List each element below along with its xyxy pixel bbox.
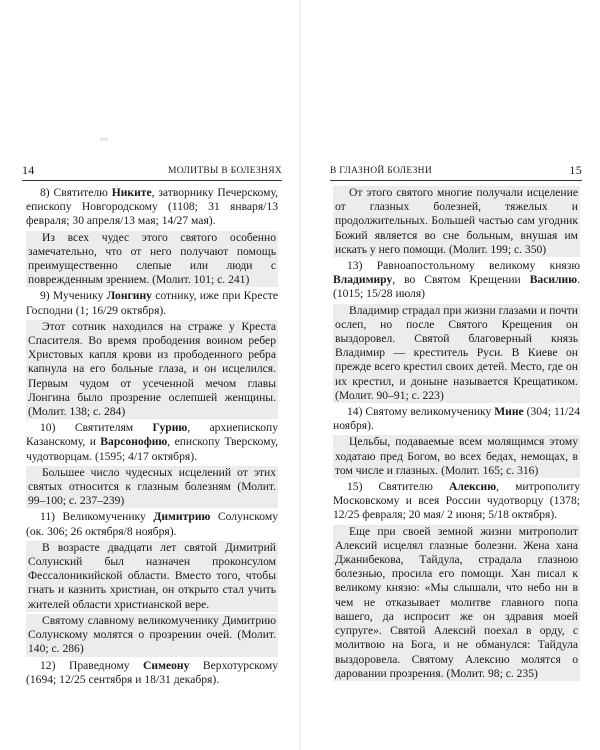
entry-prefix: 12) Праведному	[40, 658, 144, 672]
entry-details: , митрополиту Московскому и всея России чудотворцу (1378; 12/25 февраля; 20 мая/ 2 июня; 5/18 октября).	[333, 480, 580, 522]
page-number: 14	[22, 163, 35, 177]
left-text-column	[26, 186, 278, 689]
entry-middle: , во Святом Крещении	[392, 273, 530, 287]
saint-entry	[333, 405, 580, 433]
entry-prefix: 14) Святому великомученику	[347, 405, 495, 419]
saint-description: В возрасте двадцати лет святой Димитрий Солунский был назначен проконсулом Фессалоникийской области. Вместо того, чтобы гнать и казнить христиан, он открыто стал учить жителей области христианской вере.	[28, 540, 276, 611]
header-rule	[22, 180, 282, 181]
saint-name: Варсонофию	[100, 435, 168, 449]
header-rule	[330, 180, 582, 181]
saint-description: Святому славному великомученику Димитрию Солунскому молятся о прозрении очей. (Молит. 140; с. 286)	[28, 613, 276, 656]
entry-middle: , архиепископу Казанскому, и	[26, 421, 278, 449]
saint-name: Симеону	[143, 658, 190, 672]
saint-entry	[333, 480, 580, 523]
saint-name: Димитрию	[153, 510, 211, 524]
entry-prefix: 10) Святителям	[40, 421, 153, 435]
running-head: МОЛИТВЫ В БОЛЕЗНЯХ	[167, 166, 282, 176]
right-page	[300, 0, 600, 750]
entry-prefix: 13) Равноапостольному великому князю	[347, 259, 580, 273]
saint-name: Гурию	[152, 421, 188, 435]
saint-description: Из всех чудес этого святого особенно замечательно, что от него получают помощь преимущественно слепые или люди с поврежденным зрением. (Молит. 101; с. 241)	[28, 230, 276, 287]
saint-description: От этого святого многие получали исцеление от глазных болезней, тяжелых и продолжительных. Большей частью сам угодник Божий является во сне больным, внушая им искать у него помощи. (Молит. 199; с. 350)	[335, 186, 578, 256]
saint-description: Еще при своей земной жизни митрополит Алексий исцелял глазные болезни. Жена хана Джанибекова, Тайдула, страдала глазною болезнью, просила его помощи. Хан писал к великому князю: «Мы слышали, что небо ни в чем не отказывает молитве главного попа вашего, да испросит же он здравия моей супруге». Святой Алексий поехал в орду, с молитвою на Бога, и не обманулся: Тайдула выздоровела. Святому Алексию молятся о даровании прозрения. (Молит. 98; с. 235)	[335, 524, 578, 680]
saint-description: Большее число чудесных исцелений от этих святых относится к глазным болезням (Молит. 99–100; с. 237–239)	[28, 465, 276, 508]
entry-details: Верхотурскому (1694; 12/25 сентября и 18/31 декабря).	[26, 658, 279, 686]
entry-prefix: 9) Мученику	[40, 289, 107, 303]
saint-entry	[26, 510, 278, 538]
page-number: 15	[569, 163, 582, 177]
saint-entry	[26, 421, 278, 464]
saint-description: Цельбы, подаваемые всем молящимся этому ходатаю пред Богом, во всех бедах, немощах, в том числе и глазных. (Молит. 165; с. 316)	[335, 435, 578, 477]
entry-details: . (1015; 15/28 июля)	[333, 273, 580, 301]
right-text-column	[333, 186, 580, 683]
saint-name: Владимиру	[333, 273, 393, 287]
saint-description: Этот сотник находился на страже у Креста Спасителя. Во время прободения воином ребер Христовых капля крови из прободенного ребра капнула на его больные глаза, и он исцелился. Первым чудом от усеченной мечом главы Лонгина было прозрение ослепшей женщины. (Молит. 138; с. 284)	[28, 319, 276, 419]
entry-prefix: 11) Великомученику	[40, 510, 154, 524]
entry-details: , епископу Тверскому, чудотворцам. (1595; 4/17 октября).	[26, 435, 278, 463]
saint-entry	[26, 186, 278, 229]
running-head: В ГЛАЗНОЙ БОЛЕЗНИ	[330, 166, 432, 176]
entry-prefix: 8) Святителю	[40, 186, 112, 199]
saint-name: Мине	[494, 405, 524, 419]
saint-name: Лонгину	[106, 289, 152, 303]
entry-details: , затворнику Печерскому, епископу Новгородскому (1108; 31 января/13 февраля; 30 апреля/13 мая; 14/27 мая).	[26, 186, 278, 228]
entry-prefix: 15) Святителю	[347, 480, 449, 494]
saint-name: Василию	[529, 273, 578, 287]
saint-name: Алексию	[448, 480, 497, 494]
saint-entry	[26, 659, 278, 687]
entry-details: Солунскому (ок. 306; 26 октября/8 ноября).	[26, 510, 278, 538]
saint-entry	[26, 289, 278, 317]
saint-name: Никите	[111, 186, 152, 199]
entry-details: сотнику, иже при Кресте Господни (1; 16/29 октября).	[26, 289, 278, 317]
saint-description: Владимир страдал при жизни глазами и почти ослеп, но после Святого Крещения он выздоровел. Святой благоверный князь Владимир — креститель Руси. В Киеве он прежде всего крестил своих детей. Место, где он их крестил, и доныне называется Крещатиком. (Молит. 90–91; с. 223)	[335, 303, 578, 402]
entry-details: (304; 11/24 ноября).	[333, 405, 580, 433]
saint-entry	[333, 259, 580, 302]
